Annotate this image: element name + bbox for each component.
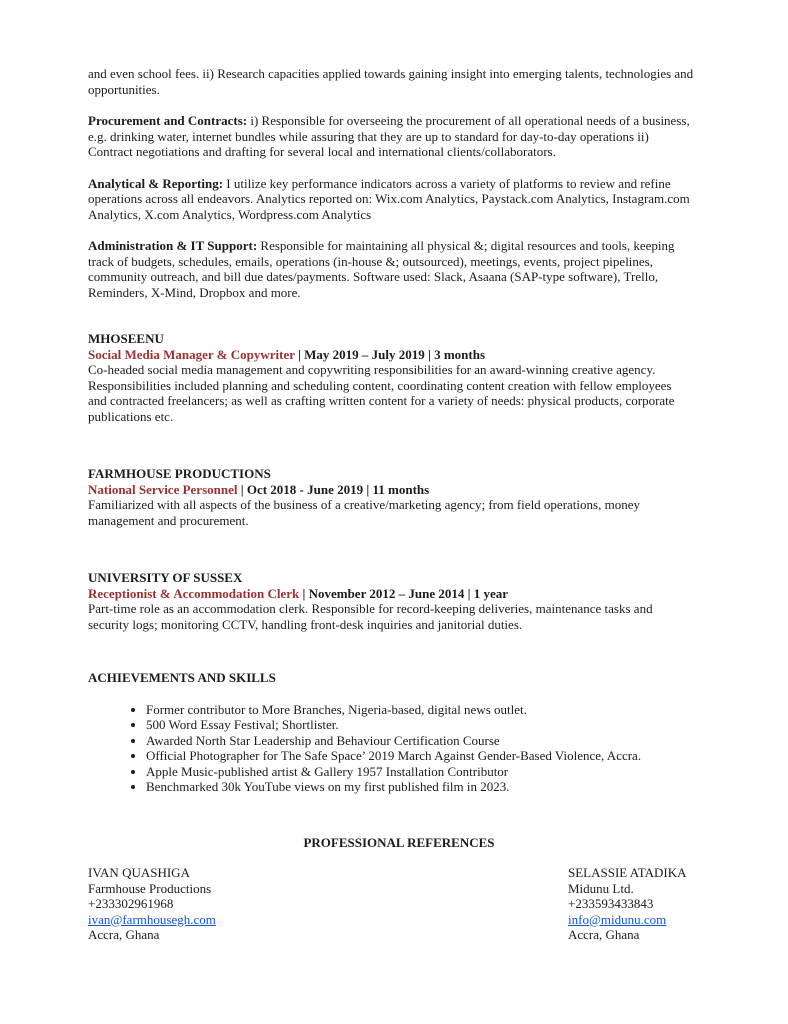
achievement-item: • Benchmarked 30k YouTube views on my first published film in 2023. <box>146 779 710 795</box>
competency-procurement-contracts <box>88 113 696 160</box>
job-title: Social Media Manager & Copywriter <box>88 346 295 362</box>
competency-label: Administration & IT Support: <box>88 238 258 253</box>
job-title: National Service Personnel <box>88 481 238 497</box>
reference-location: Accra, Ghana <box>88 927 160 942</box>
job-company: MHOSEENU <box>88 331 164 346</box>
job-meta: | May 2019 – July 2019 | 3 months <box>294 346 486 362</box>
reference-card-ivan-quashiga <box>88 865 568 943</box>
job-description: Part-time role as an accommodation clerk. Responsible for record-keeping deliveries, maintenance tasks and security logs; monitoring CCTV, handling front-desk inquiries and janitorial duties. <box>88 601 653 632</box>
reference-name: SELASSIE ATADIKA <box>568 865 687 880</box>
reference-name: IVAN QUASHIGA <box>88 865 190 880</box>
job-title-line <box>88 347 710 363</box>
job-company: UNIVERSITY OF SUSSEX <box>88 570 243 585</box>
job-title-line <box>88 482 710 498</box>
reference-company: Midunu Ltd. <box>568 880 634 896</box>
job-title-line <box>88 586 710 602</box>
competency-text: Responsible for maintaining all physical &; digital resources and tools, keeping track of budgets, schedules, emails, operations (in-house &; outsourced), meetings, events, project pipelines, community outreach, and bill due dates/payments. Software used: Slack, Asaana (SAP-type software), Trello, Reminders, X-Mind, Dropbox and more. <box>88 238 675 300</box>
intro-paragraph: and even school fees. ii) Research capacities applied towards gaining insight into emerging talents, technologies and opportunities. <box>88 66 694 97</box>
competency-text: I utilize key performance indicators across a variety of platforms to review and refine operations across all endeavors. Analytics reported on: Wix.com Analytics, Paystack.com Analytics, Instagram.com Analytics, X.com Analytics, Wordpress.com Analytics <box>88 175 690 222</box>
job-mhoseenu <box>88 331 710 424</box>
achievements-heading: ACHIEVEMENTS AND SKILLS <box>88 670 276 685</box>
reference-phone: +233302961968 <box>88 896 174 911</box>
job-meta: | November 2012 – June 2014 | 1 year <box>299 585 508 601</box>
job-farmhouse-productions <box>88 466 710 528</box>
competency-analytical-reporting <box>88 176 696 223</box>
reference-company: Farmhouse Productions <box>88 880 212 896</box>
competency-label: Procurement and Contracts: <box>88 113 248 128</box>
reference-location: Accra, Ghana <box>568 927 640 942</box>
reference-email-link[interactable]: ivan@farmhousegh.com <box>88 911 216 927</box>
competency-label: Analytical & Reporting: <box>88 175 224 191</box>
job-description: Co-headed social media management and copywriting responsibilities for an award-winning creative agency. Responsibilities included planning and scheduling content, coordinating content creation with fellow employees and contracted freelancers; as well as crafting written content for a variety of needs: physical products, corporate publications etc. <box>88 362 675 424</box>
reference-email-link[interactable]: info@midunu.com <box>568 911 667 927</box>
achievement-item: • Former contributor to More Branches, Nigeria-based, digital news outlet. <box>146 702 710 718</box>
job-title: Receptionist & Accommodation Clerk <box>88 585 300 601</box>
reference-phone: +233593433843 <box>568 896 654 911</box>
job-meta: | Oct 2018 - June 2019 | 11 months <box>237 481 430 497</box>
references-heading: PROFESSIONAL REFERENCES <box>303 834 495 850</box>
reference-card-selassie-atadika <box>568 865 687 943</box>
achievement-item: • Official Photographer for The Safe Space’ 2019 March Against Gender-Based Violence, Accra. <box>146 748 710 764</box>
achievement-item: • 500 Word Essay Festival; Shortlister. <box>146 717 710 733</box>
achievement-item: • Awarded North Star Leadership and Behaviour Certification Course <box>146 733 710 749</box>
references-row <box>88 865 710 943</box>
competency-administration-it-support <box>88 238 696 300</box>
job-university-of-sussex <box>88 570 710 632</box>
achievement-item: • Apple Music-published artist & Gallery 1957 Installation Contributor <box>146 764 710 780</box>
job-description: Familiarized with all aspects of the business of a creative/marketing agency; from field operations, money management and procurement. <box>88 497 640 528</box>
job-company: FARMHOUSE PRODUCTIONS <box>88 466 271 481</box>
achievements-list <box>88 702 710 795</box>
competency-text: i) Responsible for overseeing the procurement of all operational needs of a business, e.g. drinking water, internet bundles while assuring that they are up to standard for day-to-day operations ii) Contract negotiations and drafting for several local and international clients/collaborators. <box>88 113 690 159</box>
